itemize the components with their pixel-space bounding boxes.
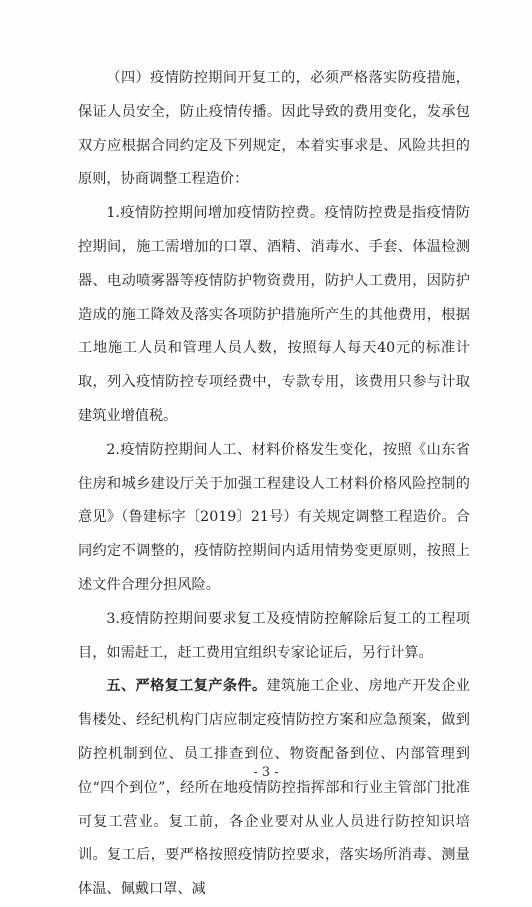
paragraph-item-3 bbox=[78, 603, 470, 671]
paragraph-text: 2.疫情防控期间人工、材料价格发生变化，按照《山东省住房和城乡建设厅关于加强工程建设人工材料价格风险控制的意见》（鲁建标字〔2019〕21号）有关规定调整工程造价。合同约定不调整的，疫情防控期间内适用情势变更原则，按照上述文件合理分担风险。 bbox=[78, 441, 470, 593]
page-number: - 3 - bbox=[253, 765, 279, 780]
paragraph-text: 建筑施工企业、房地产开发企业售楼处、经纪机构门店应制定疫情防控方案和应急预案，做到防控机制到位、员工排查到位、物资配备到位、内部管理到位“四个到位”，经所在地疫情防控指挥部和行业主管部门批准可复工营业。复工前，各企业要对从业人员进行防控知识培训。复工后，要严格按照疫情防控要求，落实场所消毒、测量体温、佩戴口罩、减 bbox=[78, 678, 470, 898]
paragraph-item-1 bbox=[78, 197, 470, 434]
paragraph-text: 3.疫情防控期间要求复工及疫情防控解除后复工的工程项目，如需赶工，赶工费用宜组织专家论证后，另行计算。 bbox=[78, 610, 470, 661]
paragraph-text: 1.疫情防控期间增加疫情防控费。疫情防控费是指疫情防控期间，施工需增加的口罩、酒精、消毒水、手套、体温检测器、电动喷雾器等疫情防护物资费用，防护人工费用，因防护造成的施工降效及落实各项防护措施所产生的其他费用，根据工地施工人员和管理人员人数，按照每人每天40元的标准计取，列入疫情防控专项经费中，专款专用，该费用只参与计取建筑业增值税。 bbox=[78, 205, 470, 424]
paragraph-lead: 五、严格复工复产条件。 bbox=[106, 678, 267, 695]
paragraph-section-5 bbox=[78, 670, 470, 907]
paragraph-text: （四）疫情防控期间开复工的，必须严格落实防疫措施，保证人员安全，防止疫情传播。因此导致的费用变化，发承包双方应根据合同约定及下列规定，本着实事求是、风险共担的原则，协商调整工程造价： bbox=[78, 70, 470, 188]
document-body bbox=[78, 62, 470, 907]
paragraph-section-4 bbox=[78, 62, 470, 197]
paragraph-item-2 bbox=[78, 434, 470, 603]
